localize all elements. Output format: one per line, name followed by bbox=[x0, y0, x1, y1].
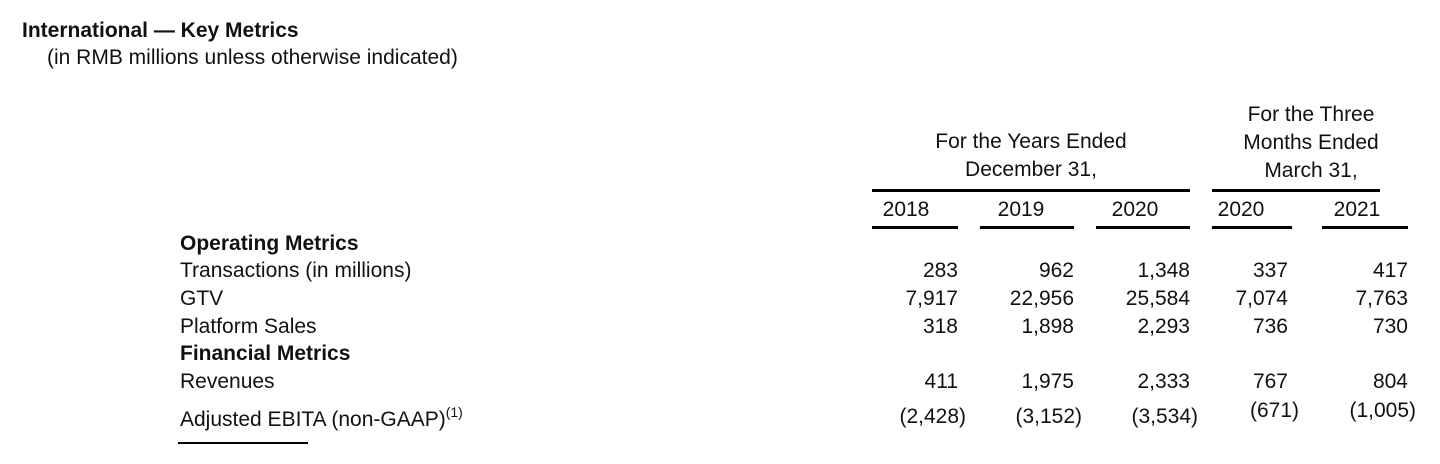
section-operating-metrics: Operating Metrics bbox=[180, 232, 359, 255]
cell-platform-sales-2019: 1,898 bbox=[1021, 315, 1074, 338]
row-label-adjusted-ebita bbox=[180, 404, 463, 432]
year-rule-2020 bbox=[1096, 226, 1190, 229]
year-rule-2020-q1 bbox=[1212, 226, 1292, 229]
cell-transactions-2020-q1: 337 bbox=[1252, 259, 1288, 282]
months-group-line-1: For the Three bbox=[1247, 103, 1375, 126]
cell-transactions-2020: 1,348 bbox=[1137, 259, 1190, 282]
year-header-2019: 2019 bbox=[997, 198, 1045, 221]
cell-revenues-2020-q1: 767 bbox=[1252, 370, 1288, 393]
years-group-line-1: For the Years Ended bbox=[935, 130, 1127, 153]
footnote-marker: (1) bbox=[445, 404, 463, 420]
years-group-header bbox=[872, 128, 1190, 184]
cell-revenues-2019: 1,975 bbox=[1021, 370, 1074, 393]
year-header-2018: 2018 bbox=[882, 198, 930, 221]
row-label-transactions: Transactions (in millions) bbox=[180, 259, 412, 282]
cell-transactions-2021-q1: 417 bbox=[1372, 259, 1408, 282]
cell-platform-sales-2018: 318 bbox=[922, 315, 958, 338]
years-group-rule bbox=[872, 189, 1190, 192]
cell-adjusted-ebita-2021-q1: (1,005) bbox=[1349, 399, 1416, 422]
months-group-rule bbox=[1212, 189, 1380, 192]
year-rule-2018 bbox=[872, 226, 958, 229]
cell-gtv-2020-q1: 7,074 bbox=[1235, 287, 1288, 310]
cell-gtv-2020: 25,584 bbox=[1125, 287, 1190, 310]
cell-adjusted-ebita-2019: (3,152) bbox=[1015, 405, 1082, 428]
months-group-header bbox=[1212, 101, 1410, 185]
year-header-2020-q1: 2020 bbox=[1217, 198, 1265, 221]
cell-adjusted-ebita-2020-q1: (671) bbox=[1249, 399, 1299, 422]
page-title: International — Key Metrics bbox=[22, 19, 299, 42]
cell-transactions-2019: 962 bbox=[1038, 259, 1074, 282]
row-label-platform-sales: Platform Sales bbox=[180, 315, 317, 338]
cell-transactions-2018: 283 bbox=[922, 259, 958, 282]
cell-platform-sales-2020: 2,293 bbox=[1137, 315, 1190, 338]
year-rule-2019 bbox=[980, 226, 1074, 229]
years-group-line-2: December 31, bbox=[965, 158, 1097, 181]
cell-revenues-2018: 411 bbox=[924, 370, 958, 393]
cell-platform-sales-2021-q1: 730 bbox=[1372, 315, 1408, 338]
cell-adjusted-ebita-2020: (3,534) bbox=[1131, 405, 1198, 428]
cell-gtv-2018: 7,917 bbox=[905, 287, 958, 310]
cell-platform-sales-2020-q1: 736 bbox=[1252, 315, 1288, 338]
cell-gtv-2019: 22,956 bbox=[1009, 287, 1074, 310]
cell-gtv-2021-q1: 7,763 bbox=[1355, 287, 1408, 310]
cell-revenues-2021-q1: 804 bbox=[1372, 370, 1408, 393]
row-label-revenues: Revenues bbox=[180, 370, 275, 393]
section-financial-metrics: Financial Metrics bbox=[180, 342, 351, 365]
year-rule-2021-q1 bbox=[1322, 226, 1408, 229]
page-subtitle: (in RMB millions unless otherwise indicated) bbox=[47, 46, 458, 69]
row-label-gtv: GTV bbox=[180, 287, 224, 310]
year-header-2021-q1: 2021 bbox=[1333, 198, 1381, 221]
months-group-line-2: Months Ended bbox=[1243, 131, 1379, 154]
adjusted-ebita-label-text: Adjusted EBITA (non-GAAP) bbox=[180, 408, 446, 431]
months-group-line-3: March 31, bbox=[1264, 159, 1358, 182]
cell-revenues-2020: 2,333 bbox=[1137, 370, 1190, 393]
footnote-divider bbox=[178, 442, 308, 444]
year-header-2020: 2020 bbox=[1111, 198, 1159, 221]
cell-adjusted-ebita-2018: (2,428) bbox=[899, 405, 966, 428]
